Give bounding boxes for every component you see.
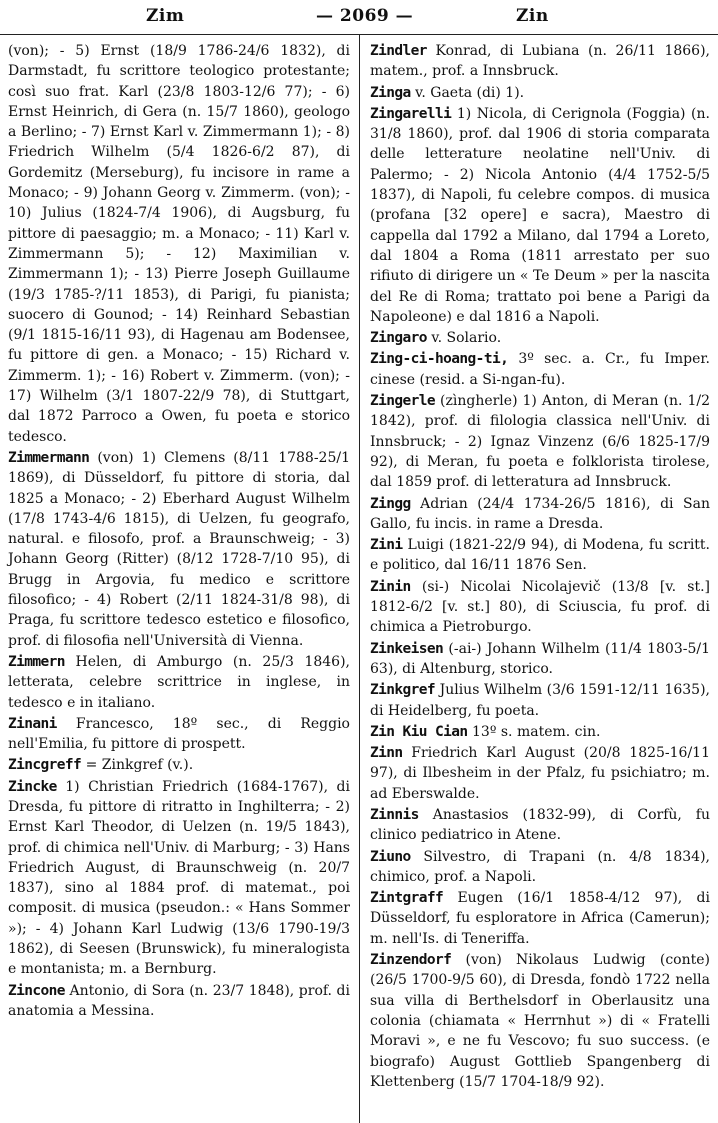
entry-headword: Zinin <box>370 578 411 595</box>
entry-headword: Zimmermann <box>8 449 90 466</box>
entry <box>8 652 350 713</box>
entry-headword: Zinga <box>370 84 411 101</box>
entry-headword: Ziuno <box>370 848 411 865</box>
entry-headword: Zingaro <box>370 330 427 347</box>
entry-headword: Zincone <box>8 982 65 999</box>
entry-text: Francesco, 18º sec., di Reggio nell'Emilia, fu pittore di prospett. <box>8 715 350 753</box>
entry-text: (von); - 5) Ernst (18/9 1786-24/6 1832), di Darmstadt, fu scrittore teologico protestante; così suo frat. Karl (23/8 1803-12/6 77); - 6) Ernst Heinrich, di Gera (n. 15/7 1860), geologo a Berlino; - 7) Ernst Karl v. Zimmermann 1); - 8) Friedrich Wilhelm (5/4 1826-6/2 87), di Gordemitz (Merseburg), fu incisore in rame a Monaco; - 9) Johann Georg v. Zimmerm. (von); - 10) Julius (1824-7/4 1906), di Augsburg, fu pittore di paesaggio; m. a Monaco; - 11) Karl v. Zimmermann 5); - 12) Maximilian v. Zimmermann 1); - 13) Pierre Joseph Guillaume (19/3 1785-?/11 1853), di Parigi, fu pianista; suocero di Gounod; - 14) Reinhard Sebastian (9/1 1815-16/11 93), di Hagenau am Bodensee, fu pittore di gen. a Monaco; - 15) Richard v. Zimmerm. 1); - 16) Robert v. Zimmerm. (von); - 17) Wilhelm (3/1 1807-22/9 78), di Stuttgart, dal 1872 Parroco a Owen, fu poeta e storico tedesco. <box>8 43 350 445</box>
entry <box>370 328 710 348</box>
entry-headword: Zimmern <box>8 653 65 670</box>
entry-text: (si-) Nicolai Nicolajevič (13/8 [v. st.] 1812-6/2 [v. st.] 80), di Sciuscia, fu prof. di chimica a Pietroburgo. <box>370 578 710 636</box>
entry-text: 13º s. matem. cin. <box>467 723 601 740</box>
entry-headword: Zingarelli <box>370 105 452 122</box>
entry <box>8 981 350 1022</box>
entry <box>8 714 350 755</box>
column-divider <box>359 34 360 1123</box>
entry-headword: Zinani <box>8 715 57 732</box>
page-header <box>0 0 718 35</box>
entry <box>370 104 710 327</box>
entry <box>370 950 710 1092</box>
entry <box>370 888 710 949</box>
entry <box>8 755 350 775</box>
entry-headword: Zincgreff <box>8 757 82 774</box>
entry-headword: Zin Kiu Cian <box>370 723 468 740</box>
entry <box>370 41 710 82</box>
entry-text: (-ai-) Johann Wilhelm (11/4 1803-5/1 63), di Altenburg, storico. <box>370 640 710 677</box>
entry-text: Konrad, di Lubiana (n. 26/11 1866), matem., prof. a Innsbruck. <box>370 43 710 80</box>
entry-text: 1) Christian Friedrich (1684-1767), di Dresda, fu pittore di ritratto in Inghilterra; - 2) Ernst Karl Theodor, di Uelzen (n. 19/5 1843), prof. di chimica nell'Univ. di Marburg; - 3) Hans Friedrich August, di Braunschweig (n. 20/7 1837), sino al 1884 prof. di matemat., poi composit. di musica (pseudon.: « Hans Sommer »); - 4) Johann Karl Ludwig (13/6 1790-19/3 1862), di Seesen (Brunswick), fu mineralogista e montanista; m. a Bernburg. <box>8 778 350 978</box>
entry-text: Antonio, di Sora (n. 23/7 1848), prof. di anatomia a Messina. <box>8 982 350 1019</box>
entry-text: (zìngherle) 1) Anton, di Meran (n. 1/2 1842), prof. di filologia classica nell'Univ. di Innsbruck; - 2) Ignaz Vinzenz (6/6 1825-17/9 92), di Meran, fu poeta e folklorista tirolese, dal 1859 prof. di letteratura ad Innsbruck. <box>370 393 710 491</box>
left-column <box>8 41 350 1022</box>
entry-text: Anastasios (1832-99), di Corfù, fu clinico pediatrico in Atene. <box>370 806 710 844</box>
entry <box>370 722 710 742</box>
entry-text: 3º sec. a. Cr., fu Imper. cinese (resid. a Si-ngan-fu). <box>370 351 710 388</box>
entry <box>370 494 710 535</box>
entry-text: Julius Wilhelm (3/6 1591-12/11 1635), di Heidelberg, fu poeta. <box>370 682 710 719</box>
running-head-right: Zin <box>516 6 549 26</box>
right-column <box>370 41 710 1093</box>
entry-text: v. Gaeta (di) 1). <box>410 84 525 101</box>
entry <box>8 777 350 980</box>
entry-text: Silvestro, di Trapani (n. 4/8 1834), chimico, prof. a Napoli. <box>370 848 710 885</box>
page-number: — 2069 — <box>316 6 414 26</box>
entry <box>370 83 710 103</box>
entry-text: Eugen (16/1 1858-4/12 97), di Düsseldorf, fu esploratore in Africa (Camerun); m. nell'Is. di Teneriffa. <box>370 890 710 947</box>
entry-text: Adrian (24/4 1734-26/5 1816), di San Gallo, fu incis. in rame a Dresda. <box>370 495 710 532</box>
entry-text: Friedrich Karl August (20/8 1825-16/11 97), di Ilbesheim in der Pfalz, fu psichiatro; m. ad Eberswalde. <box>370 745 710 802</box>
entry-headword: Zini <box>370 537 403 554</box>
entry <box>370 639 710 680</box>
entry <box>370 805 710 846</box>
entry-headword: Zinkgref <box>370 682 436 699</box>
entry-text: = Zinkgref (v.). <box>81 757 194 774</box>
entry <box>370 743 710 804</box>
entry <box>370 847 710 888</box>
entry <box>370 680 710 721</box>
entry-headword: Zincke <box>8 778 57 795</box>
entry-headword: Zintgraff <box>370 890 444 907</box>
entry <box>8 448 350 651</box>
entry-headword: Zinn <box>370 745 403 762</box>
entry-text: 1) Nicola, di Cerignola (Foggia) (n. 31/8 1860), prof. dal 1906 di storia comparata delle letterature neolatine nell'Univ. di Palermo; - 2) Nicola Antonio (4/4 1752-5/5 1837), di Napoli, fu celebre compos. di musica (profana [32 opere] e sacra), Maestro di cappella dal 1792 a Milano, dal 1794 a Loreto, dal 1804 a Roma (1811 arrestato per suo rifiuto di dirigere un « Te Deum » per la nascita del Re di Roma; trattato poi bene a Parigi da Napoleone) e dal 1816 a Napoli. <box>370 105 710 325</box>
entry-headword: Zinzendorf <box>370 952 452 969</box>
entry-text: (von) 1) Clemens (8/11 1788-25/1 1869), di Düsseldorf, fu pittore di storia, dal 1825 a Monaco; - 2) Eberhard August Wilhelm (17/8 1743-4/6 1815), di Uelzen, fu geografo, natural. e filosofo, prof. a Braunschweig; - 3) Johann Georg (Ritter) (8/12 1728-7/10 95), di Brugg in Argovia, fu medico e scrittore filosofico; - 4) Robert (2/11 1824-31/8 98), di Praga, fu scrittore tedesco estetico e filosofico, prof. di filosofia nell'Università di Vienna. <box>8 449 350 649</box>
running-head-left: Zim <box>146 6 185 26</box>
entry <box>370 577 710 638</box>
entry-headword: Zinnis <box>370 806 419 823</box>
entry <box>370 535 710 576</box>
entry-headword: Zingerle <box>370 393 436 410</box>
entry-text: Helen, di Amburgo (n. 25/3 1846), letterata, celebre scrittrice in inglese, in tedesco e in italiano. <box>8 653 350 711</box>
entry-zimmermann-cont <box>8 41 350 447</box>
entry-text: (von) Nikolaus Ludwig (conte) (26/5 1700-9/5 60), di Dresda, fondò 1722 nella sua villa di Berthelsdorf in Oberlausitz una colonia (chiamata « Herrnhut ») di « Fratelli Moravi », e ne fu Vescovo; fu suo success. (e biografo) August Gottlieb Spangenberg di Klettenberg (15/7 1704-18/9 92). <box>370 952 710 1090</box>
entry-headword: Zing-ci-hoang-ti, <box>370 351 509 368</box>
entry-text: Luigi (1821-22/9 94), di Modena, fu scritt. e politico, dal 16/11 1876 Sen. <box>370 537 710 574</box>
entry-headword: Zinkeisen <box>370 640 444 657</box>
entry <box>370 391 710 492</box>
entry-headword: Zingg <box>370 495 411 512</box>
entry <box>370 349 710 390</box>
entry-text: v. Solario. <box>426 330 502 347</box>
entry-headword: Zindler <box>370 43 427 59</box>
